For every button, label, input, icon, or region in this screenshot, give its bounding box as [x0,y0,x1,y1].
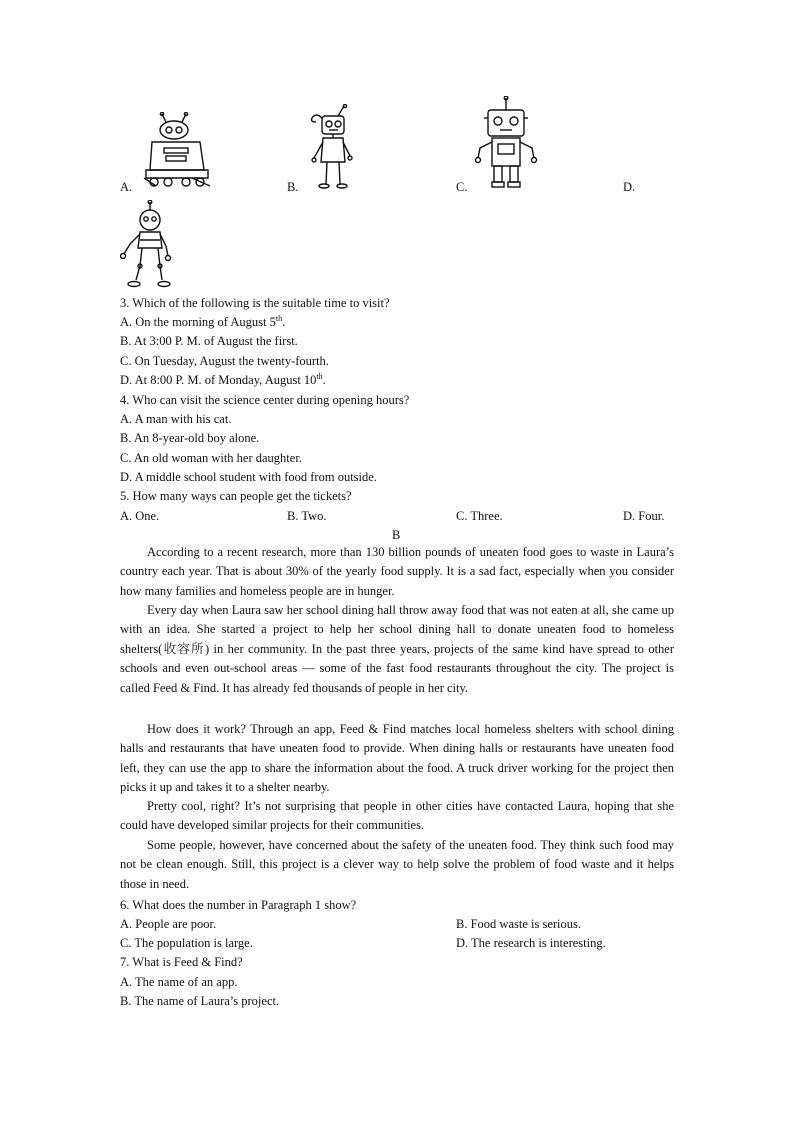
q4-option-b: B. An 8-year-old boy alone. [120,431,260,445]
q4-option-a: A. A man with his cat. [120,412,232,426]
q7-question: 7. What is Feed & Find? [120,955,243,969]
q6-question: 6. What does the number in Paragraph 1 show? [120,898,357,912]
robot-option-a-label: A. [120,180,133,194]
section-b-heading: B [392,528,401,542]
robot-option-b-label: B. [287,180,299,194]
passage-paragraph-2: Every day when Laura saw her school dining hall throw away food that was not eaten at all, she came up with an idea. She started a project to help her school dining hall to donate uneaten food to homeless shelters(收容所) in her community. In the past three years, projects of the same kind have spread to other schools and even out-school areas — some of the fast food restaurants throughout the city. The project is called Feed & Find. It has already fed thousands of people in her city. [120,603,674,695]
robot-d-icon [120,200,172,290]
q7-option-b: B. The name of Laura’s project. [120,994,280,1008]
passage-paragraph-4: Pretty cool, right? It’s not surprising that people in other cities have contacted Laura, hoping that she could have developed similar projects for their communities. [120,799,674,833]
q5-question: 5. How many ways can people get the tickets? [120,489,352,503]
q4-question: 4. Who can visit the science center during opening hours? [120,393,410,407]
q5-option-d: D. Four. [623,509,665,523]
q3-option-d: D. At 8:00 P. M. of Monday, August 10th. [120,372,326,387]
q3-option-c: C. On Tuesday, August the twenty-fourth. [120,354,329,368]
passage-paragraph-5: Some people, however, have concerned about the safety of the uneaten food. They think such food may not be clean enough. Still, this project is a clever way to help solve the problem of food waste and it helps those in need. [120,838,674,891]
q3-option-a: A. On the morning of August 5th. [120,314,286,329]
q5-option-b: B. Two. [287,509,327,523]
robot-option-d-label: D. [623,180,636,194]
q4-option-d: D. A middle school student with food from outside. [120,470,377,484]
robot-option-c-label: C. [456,180,468,194]
passage-paragraph-1: According to a recent research, more than 130 billion pounds of uneaten food goes to waste in Laura’s country each year. That is about 30% of the yearly food supply. It is a sad fact, especially when you consider how many families and homeless people are in hunger. [120,545,674,598]
q3-option-b: B. At 3:00 P. M. of August the first. [120,334,298,348]
q6-option-d: D. The research is interesting. [456,936,606,950]
q6-option-a: A. People are poor. [120,917,217,931]
q6-option-c: C. The population is large. [120,936,253,950]
q5-option-a: A. One. [120,509,160,523]
q4-option-c: C. An old woman with her daughter. [120,451,302,465]
robot-c-icon [474,96,538,190]
robot-b-icon [308,104,354,190]
robot-a-icon [142,112,212,188]
q5-option-c: C. Three. [456,509,503,523]
q7-option-a: A. The name of an app. [120,975,238,989]
passage-paragraph-3: How does it work? Through an app, Feed & Find matches local homeless shelters with school dining halls and restaurants that have uneaten food to provide. When dining halls or restaurants have uneaten food left, they can use the app to share the information about the food. A truck driver working for the project then picks it up and takes it to a shelter nearby. [120,722,674,795]
q6-option-b: B. Food waste is serious. [456,917,581,931]
q3-question: 3. Which of the following is the suitable time to visit? [120,296,390,310]
